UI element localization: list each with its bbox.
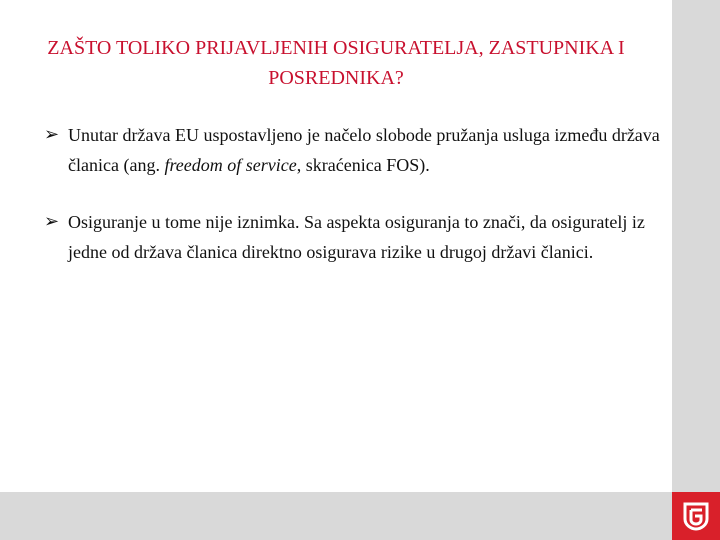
slide-title <box>0 33 672 93</box>
bullet-item-2 <box>44 207 674 267</box>
bullet-list <box>44 120 674 294</box>
bullet-1-text-before: Unutar država EU uspostavljeno je načelo slobode pružanja usluga između država članica (ang. <box>68 125 660 175</box>
bullet-1-italic: freedom of service <box>164 155 297 175</box>
right-side-bar <box>672 0 720 540</box>
company-logo-icon <box>681 501 711 531</box>
bullet-1-text-after: , skraćenica FOS). <box>296 155 430 175</box>
arrow-bullet-icon: ➢ <box>44 124 60 145</box>
bullet-2-text: Osiguranje u tome nije iznimka. Sa aspekta osiguranja to znači, da osiguratelj iz jedne od država članica direktno osigurava rizike u drugoj državi članici. <box>68 212 645 262</box>
bottom-bar <box>0 492 672 540</box>
arrow-bullet-icon: ➢ <box>44 211 60 232</box>
company-logo <box>672 492 720 540</box>
bullet-item-1 <box>44 120 674 180</box>
title-line-1: ZAŠTO TOLIKO PRIJAVLJENIH OSIGURATELJA, ZASTUPNIKA I <box>47 37 625 59</box>
title-line-2: POSREDNIKA? <box>268 67 404 89</box>
